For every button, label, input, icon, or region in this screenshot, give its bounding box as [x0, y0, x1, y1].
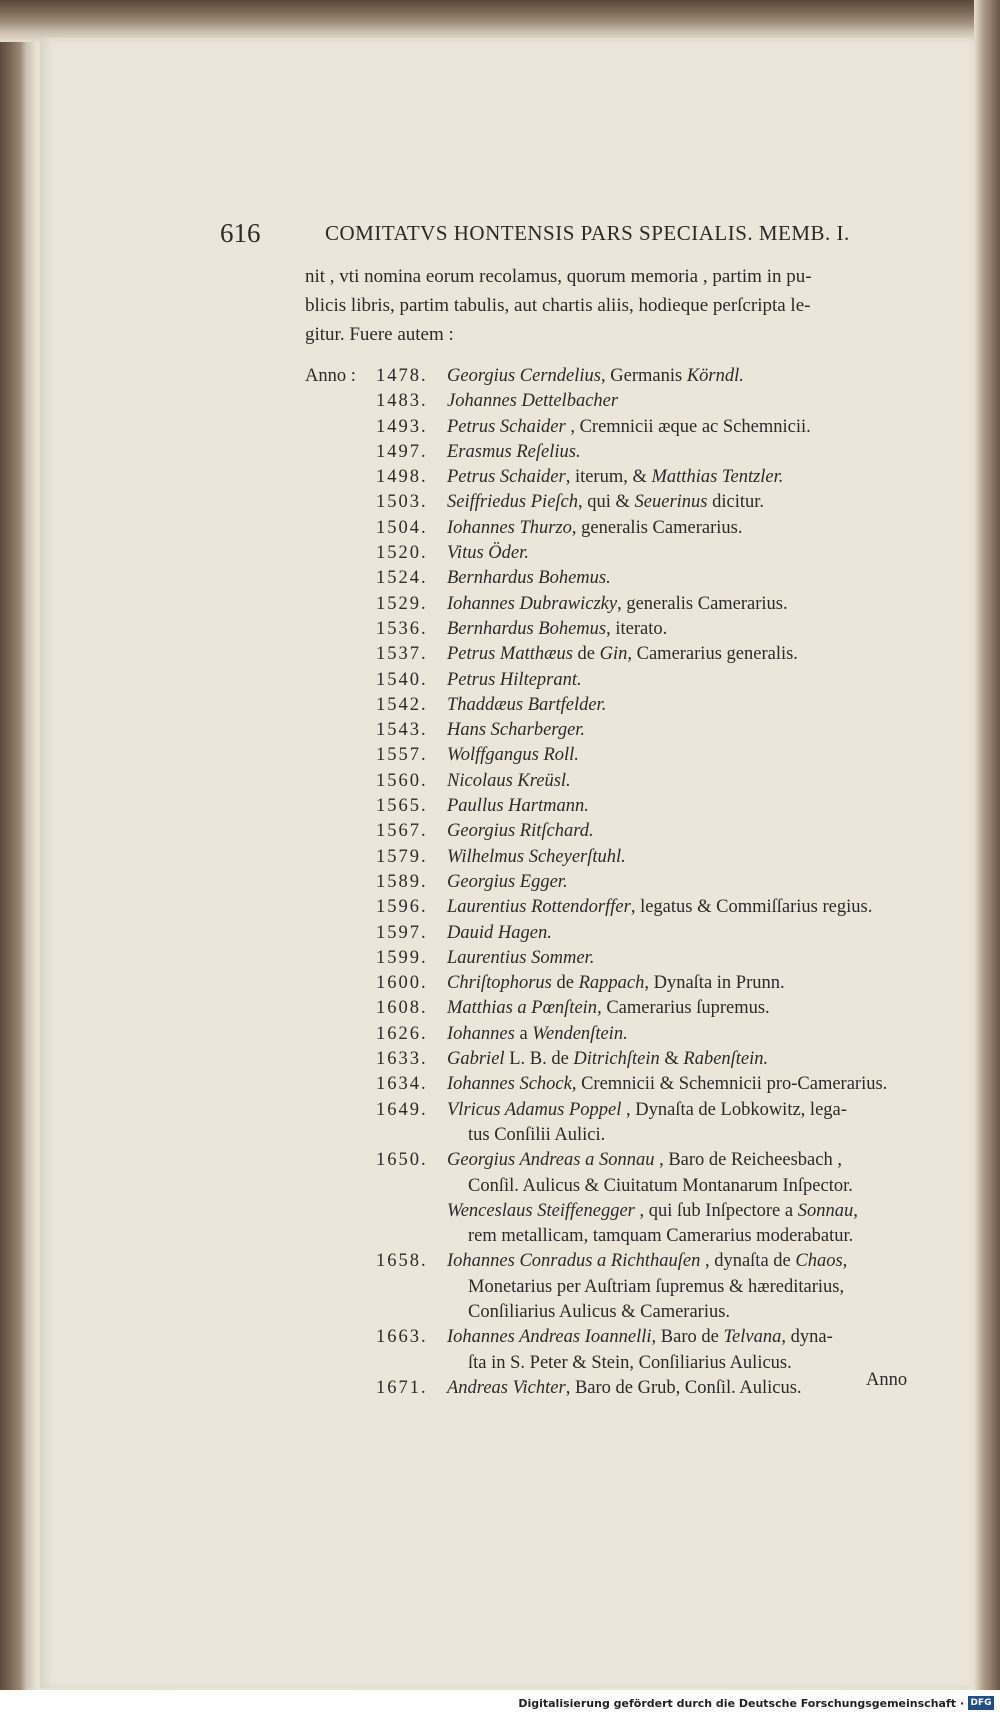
list-entry [305, 364, 920, 389]
entry-name: Vlricus Adamus Poppel [447, 1099, 622, 1120]
entry-name: Dauid Hagen. [447, 922, 552, 943]
entry-name: Iohannes Andreas Ioannelli [447, 1327, 652, 1348]
entry-name: Rappach [578, 973, 645, 994]
entry-name: Andreas Vichter [447, 1377, 566, 1398]
entry-name: Paullus Hartmann. [447, 796, 589, 817]
footer-credit: Digitalisierung gefördert durch die Deutsche Forschungsgemeinschaft · [518, 1697, 964, 1710]
entry-name: Georgius Ritſchard. [447, 821, 594, 842]
anno-label: Anno : [305, 366, 356, 386]
entry-name: Gin [599, 644, 628, 665]
entry-year: 1529. [376, 593, 428, 614]
list-entry [305, 769, 920, 794]
entry-year: 1600. [376, 973, 428, 994]
entry-name: Georgius Cerndelius [447, 366, 601, 386]
entry-name: Georgius Egger. [447, 871, 568, 892]
entry-year: 1599. [376, 947, 428, 968]
entry-name: Ditrichſtein [573, 1049, 660, 1070]
entry-name: Körndl. [686, 366, 744, 386]
catchword: Anno [866, 1370, 908, 1390]
entry-name: Chaos, [795, 1251, 848, 1272]
entry-name: Iohannes Thurzo [447, 517, 572, 538]
entry-text: , iterum, & [565, 467, 652, 488]
entry-name: Telvana [723, 1327, 782, 1348]
list-entry [305, 946, 920, 971]
entry-text: , Camerarius ſupremus. [597, 998, 770, 1019]
list-entry [305, 996, 920, 1021]
entry-text: , qui ſub Inſpectore a [634, 1200, 798, 1221]
list-entry [305, 592, 920, 617]
list-entry [305, 845, 920, 870]
list-entry [305, 541, 920, 566]
entry-name: Rabenſtein. [683, 1049, 769, 1070]
list-entry [305, 566, 920, 591]
entry-text: , generalis Camerarius. [571, 517, 743, 538]
footer-bar [0, 1690, 1000, 1718]
entry-name: Wenceslaus Steiffenegger [447, 1200, 635, 1221]
entry-text: , Cremnicii & Schemnicii pro-Camerarius. [571, 1074, 888, 1095]
entry-text: , legatus & Commiſſarius regius. [630, 897, 873, 918]
entry-year: 1634. [376, 1074, 428, 1095]
entry-text: , qui & [578, 492, 635, 513]
entry-text: , Baro de [651, 1327, 724, 1348]
entry-year: 1536. [376, 618, 428, 639]
entry-name: Johannes Dettelbacher [447, 391, 619, 412]
entry-year: 1597. [376, 922, 428, 943]
page-number: 616 [220, 218, 261, 248]
list-entry [305, 465, 920, 490]
entry-text: , dyna- [781, 1327, 833, 1348]
entry-text: , Camerarius generalis. [627, 644, 798, 665]
entry-text: , iterato. [606, 618, 668, 639]
entry-continuation: Conſiliarius Aulicus & Camerarius. [468, 1301, 731, 1322]
entry-year: 1543. [376, 720, 428, 741]
entry-year: 1537. [376, 644, 428, 665]
entry-year: 1650. [376, 1150, 428, 1171]
entry-year: 1589. [376, 871, 428, 892]
list-entry [305, 1376, 920, 1401]
entry-text: , Dynaſta de Lobkowitz, lega- [621, 1099, 847, 1120]
list-entry [305, 516, 920, 541]
entry-text: , Cremnicii æque ac Schemnicii. [565, 416, 811, 437]
entry-name: Seuerinus [634, 492, 708, 513]
entry-text: & [659, 1049, 684, 1070]
entry-name: Petrus Hilteprant. [447, 669, 582, 690]
entry-text: , Baro de Reicheesbach , [654, 1150, 842, 1171]
entry-name: Iohannes Schock [447, 1074, 572, 1095]
entry-year: 1608. [376, 998, 428, 1019]
entry-text: L. B. de [504, 1049, 574, 1070]
chamberlain-list [305, 364, 920, 1401]
entry-name: Iohannes Conradus a Richthauſen [447, 1251, 701, 1272]
entry-name: Petrus Matthæus [447, 644, 573, 665]
entry-year: 1596. [376, 897, 428, 918]
entry-text: a [514, 1023, 533, 1044]
entry-name: Bernhardus Bohemus [447, 618, 607, 639]
list-entry [305, 642, 920, 667]
list-entry [305, 490, 920, 515]
entry-continuation: ſta in S. Peter & Stein, Conſiliarius Aulicus. [468, 1352, 792, 1373]
entry-name: Sonnau, [797, 1200, 858, 1221]
entry-name: Laurentius Rottendorffer [447, 897, 631, 918]
entry-year: 1497. [376, 441, 428, 462]
list-entry [305, 743, 920, 768]
entry-name: Bernhardus Bohemus. [447, 568, 611, 589]
entry-year: 1483. [376, 391, 428, 412]
list-entry [305, 1148, 920, 1199]
entry-name: Iohannes Dubrawiczky [447, 593, 618, 614]
list-entry [305, 1249, 920, 1325]
entry-text: , Dynaſta in Prunn. [644, 973, 785, 994]
entry-name: Matthias Tentzler. [651, 467, 784, 488]
entry-year: 1658. [376, 1251, 428, 1272]
entry-name: Vitus Öder. [447, 543, 529, 564]
entry-year: 1557. [376, 745, 428, 766]
entry-name: Chriſtophorus [447, 973, 552, 994]
entry-name: Wendenſtein. [532, 1023, 628, 1044]
entry-continuation: rem metallicam, tamquam Camerarius moderabatur. [468, 1226, 854, 1247]
entry-name: Laurentius Sommer. [447, 947, 595, 968]
entry-year: 1579. [376, 846, 428, 867]
entry-year: 1498. [376, 467, 428, 488]
entry-name: Petrus Schaider [447, 467, 566, 488]
book-right-edge [974, 0, 1000, 1690]
entry-year: 1520. [376, 543, 428, 564]
entry-name: Wolffgangus Roll. [447, 745, 579, 766]
entry-text: , Baro de Grub, Conſil. Aulicus. [565, 1377, 802, 1398]
entry-continuation: Monetarius per Auſtriam ſupremus & hæreditarius, [468, 1276, 845, 1297]
list-entry [305, 1022, 920, 1047]
entry-name: Seiffriedus Pieſch [447, 492, 579, 513]
running-title: COMITATVS HONTENSIS PARS SPECIALIS. MEMB. I. [325, 221, 850, 245]
list-entry [305, 718, 920, 743]
list-entry [305, 794, 920, 819]
entry-text: , generalis Camerarius. [617, 593, 788, 614]
entry-year: 1633. [376, 1049, 428, 1070]
list-entry [305, 971, 920, 996]
entry-year: 1567. [376, 821, 428, 842]
entry-year: 1540. [376, 669, 428, 690]
intro-line: blicis libris, partim tabulis, aut chartis aliis, hodieque perſcripta le- [305, 295, 811, 316]
list-entry [305, 870, 920, 895]
entry-name: Wilhelmus Scheyerſtuhl. [447, 846, 626, 867]
entry-continuation: Conſil. Aulicus & Ciuitatum Montanarum Inſpector. [468, 1175, 853, 1196]
entry-name: Matthias a Pœnſtein [447, 998, 598, 1019]
entry-year: 1671. [376, 1377, 428, 1398]
list-entry [305, 1072, 920, 1097]
book-top-edge [0, 0, 1000, 42]
entry-name: Erasmus Reſelius. [447, 441, 581, 462]
entry-name: Hans Scharberger. [447, 720, 586, 741]
entry-year: 1504. [376, 517, 428, 538]
list-entry [305, 1098, 920, 1149]
list-entry [305, 1047, 920, 1072]
entry-year: 1503. [376, 492, 428, 513]
entry-name: Georgius Andreas a Sonnau [447, 1150, 655, 1171]
entry-year: 1493. [376, 416, 428, 437]
list-entry [305, 440, 920, 465]
entry-continuation: tus Conſilii Aulici. [468, 1124, 606, 1145]
entry-year: 1542. [376, 694, 428, 715]
entry-year: 1626. [376, 1023, 428, 1044]
list-entry [305, 693, 920, 718]
entry-name: Petrus Schaider [447, 416, 566, 437]
entry-year: 1663. [376, 1327, 428, 1348]
list-entry [305, 895, 920, 920]
entry-year: 1524. [376, 568, 428, 589]
entry-name: Thaddæus Bartfelder. [447, 694, 607, 715]
list-entry [305, 1199, 920, 1250]
entry-name: Nicolaus Kreüsl. [447, 770, 571, 791]
list-entry [305, 1325, 920, 1376]
entry-year: 1565. [376, 796, 428, 817]
dfg-logo: DFG [968, 1696, 994, 1710]
entry-year: 1560. [376, 770, 428, 791]
entry-text: de [551, 973, 579, 994]
intro-paragraph [305, 262, 913, 349]
entry-year: 1649. [376, 1099, 428, 1120]
entry-text: dicitur. [707, 492, 765, 513]
entry-text: , dynaſta de [700, 1251, 796, 1272]
list-entry [305, 819, 920, 844]
list-entry [305, 415, 920, 440]
intro-line: nit , vti nomina eorum recolamus, quorum memoria , partim in pu- [305, 266, 812, 287]
entry-name: Gabriel [447, 1049, 505, 1070]
intro-line: gitur. Fuere autem : [305, 324, 454, 345]
list-entry [305, 668, 920, 693]
entry-name: Iohannes [447, 1023, 515, 1044]
list-entry [305, 389, 920, 414]
page-header [220, 218, 920, 252]
entry-text: , Germanis [601, 366, 687, 386]
list-entry [305, 921, 920, 946]
entry-year: 1478. [376, 366, 428, 386]
list-entry [305, 617, 920, 642]
entry-text: de [572, 644, 600, 665]
